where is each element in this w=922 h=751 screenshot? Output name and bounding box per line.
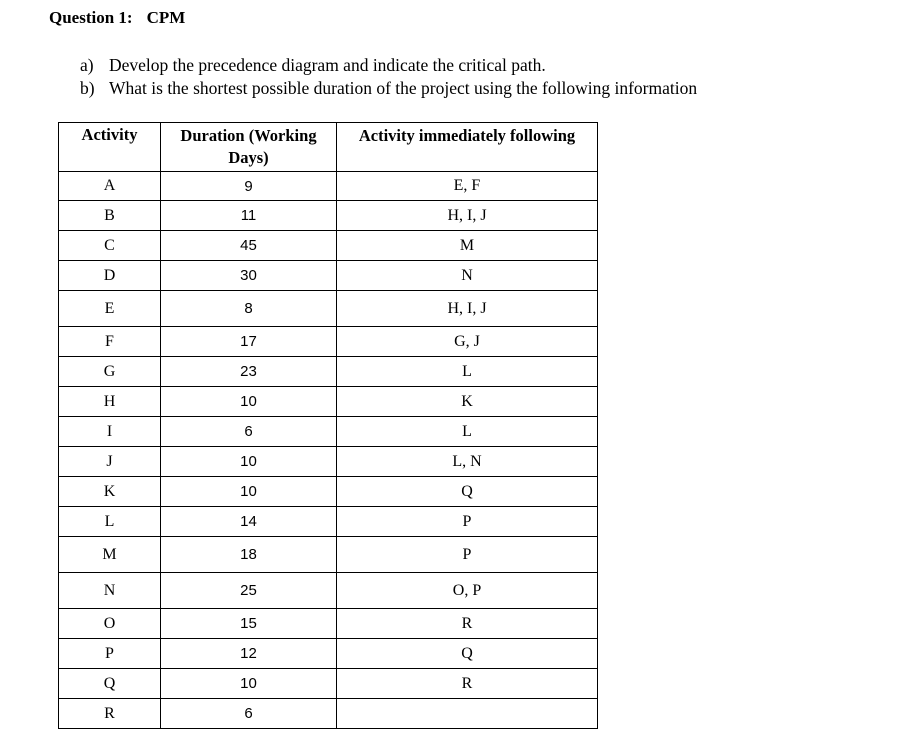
cell-duration: 12 xyxy=(161,639,337,669)
table-row xyxy=(59,669,598,699)
cell-activity: D xyxy=(59,261,161,291)
cell-duration: 6 xyxy=(161,699,337,729)
cell-duration: 15 xyxy=(161,609,337,639)
table-row xyxy=(59,201,598,231)
table-row xyxy=(59,507,598,537)
cell-activity: I xyxy=(59,417,161,447)
table-row xyxy=(59,172,598,201)
question-marker: a) xyxy=(80,55,94,75)
cell-activity: B xyxy=(59,201,161,231)
cell-activity: R xyxy=(59,699,161,729)
cell-activity: M xyxy=(59,537,161,573)
cell-activity: F xyxy=(59,327,161,357)
cell-duration: 6 xyxy=(161,417,337,447)
cell-duration: 11 xyxy=(161,201,337,231)
cell-activity: L xyxy=(59,507,161,537)
table-row xyxy=(59,477,598,507)
cell-following: K xyxy=(337,387,598,417)
cell-activity: J xyxy=(59,447,161,477)
cell-following: R xyxy=(337,669,598,699)
cell-following: R xyxy=(337,609,598,639)
table-row xyxy=(59,573,598,609)
cell-duration: 30 xyxy=(161,261,337,291)
cell-duration: 18 xyxy=(161,537,337,573)
question-item xyxy=(80,77,697,100)
cell-following: H, I, J xyxy=(337,291,598,327)
cell-duration: 23 xyxy=(161,357,337,387)
question-list xyxy=(80,54,697,100)
cell-activity: P xyxy=(59,639,161,669)
cell-duration: 10 xyxy=(161,477,337,507)
question-text: Develop the precedence diagram and indicate the critical path. xyxy=(109,55,546,75)
header-following: Activity immediately following xyxy=(337,123,598,172)
table-row xyxy=(59,327,598,357)
cell-following: P xyxy=(337,507,598,537)
table-row xyxy=(59,609,598,639)
cell-activity: O xyxy=(59,609,161,639)
cell-duration: 10 xyxy=(161,669,337,699)
cell-activity: G xyxy=(59,357,161,387)
cell-following: P xyxy=(337,537,598,573)
cell-duration: 9 xyxy=(161,172,337,201)
cell-duration: 45 xyxy=(161,231,337,261)
question-item xyxy=(80,54,697,77)
cell-following: Q xyxy=(337,477,598,507)
cell-duration: 14 xyxy=(161,507,337,537)
header-activity: Activity xyxy=(59,123,161,172)
question-heading xyxy=(49,8,185,28)
cell-activity: K xyxy=(59,477,161,507)
cell-activity: C xyxy=(59,231,161,261)
header-duration: Duration (Working Days) xyxy=(161,123,337,172)
table-row xyxy=(59,291,598,327)
cell-duration: 8 xyxy=(161,291,337,327)
cell-following: L xyxy=(337,417,598,447)
table-row xyxy=(59,231,598,261)
cell-duration: 17 xyxy=(161,327,337,357)
cell-following: Q xyxy=(337,639,598,669)
table-row xyxy=(59,537,598,573)
cell-following: H, I, J xyxy=(337,201,598,231)
cell-duration: 10 xyxy=(161,387,337,417)
cell-activity: N xyxy=(59,573,161,609)
table-row xyxy=(59,639,598,669)
table-row xyxy=(59,261,598,291)
cell-following: N xyxy=(337,261,598,291)
cell-following: L, N xyxy=(337,447,598,477)
question-marker: b) xyxy=(80,78,95,98)
question-number: Question 1: xyxy=(49,8,133,27)
cell-following: E, F xyxy=(337,172,598,201)
activity-table xyxy=(58,122,598,729)
cell-following xyxy=(337,699,598,729)
cell-activity: E xyxy=(59,291,161,327)
cell-activity: Q xyxy=(59,669,161,699)
cell-following: L xyxy=(337,357,598,387)
cell-following: G, J xyxy=(337,327,598,357)
table-body xyxy=(59,172,598,729)
table-row xyxy=(59,699,598,729)
cell-following: O, P xyxy=(337,573,598,609)
table-header-row xyxy=(59,123,598,172)
question-text: What is the shortest possible duration of the project using the following information xyxy=(109,78,698,98)
table-row xyxy=(59,387,598,417)
table-row xyxy=(59,357,598,387)
cell-duration: 10 xyxy=(161,447,337,477)
cell-following: M xyxy=(337,231,598,261)
question-title: CPM xyxy=(146,8,186,27)
cell-activity: A xyxy=(59,172,161,201)
table-row xyxy=(59,447,598,477)
table-row xyxy=(59,417,598,447)
cell-duration: 25 xyxy=(161,573,337,609)
cell-activity: H xyxy=(59,387,161,417)
